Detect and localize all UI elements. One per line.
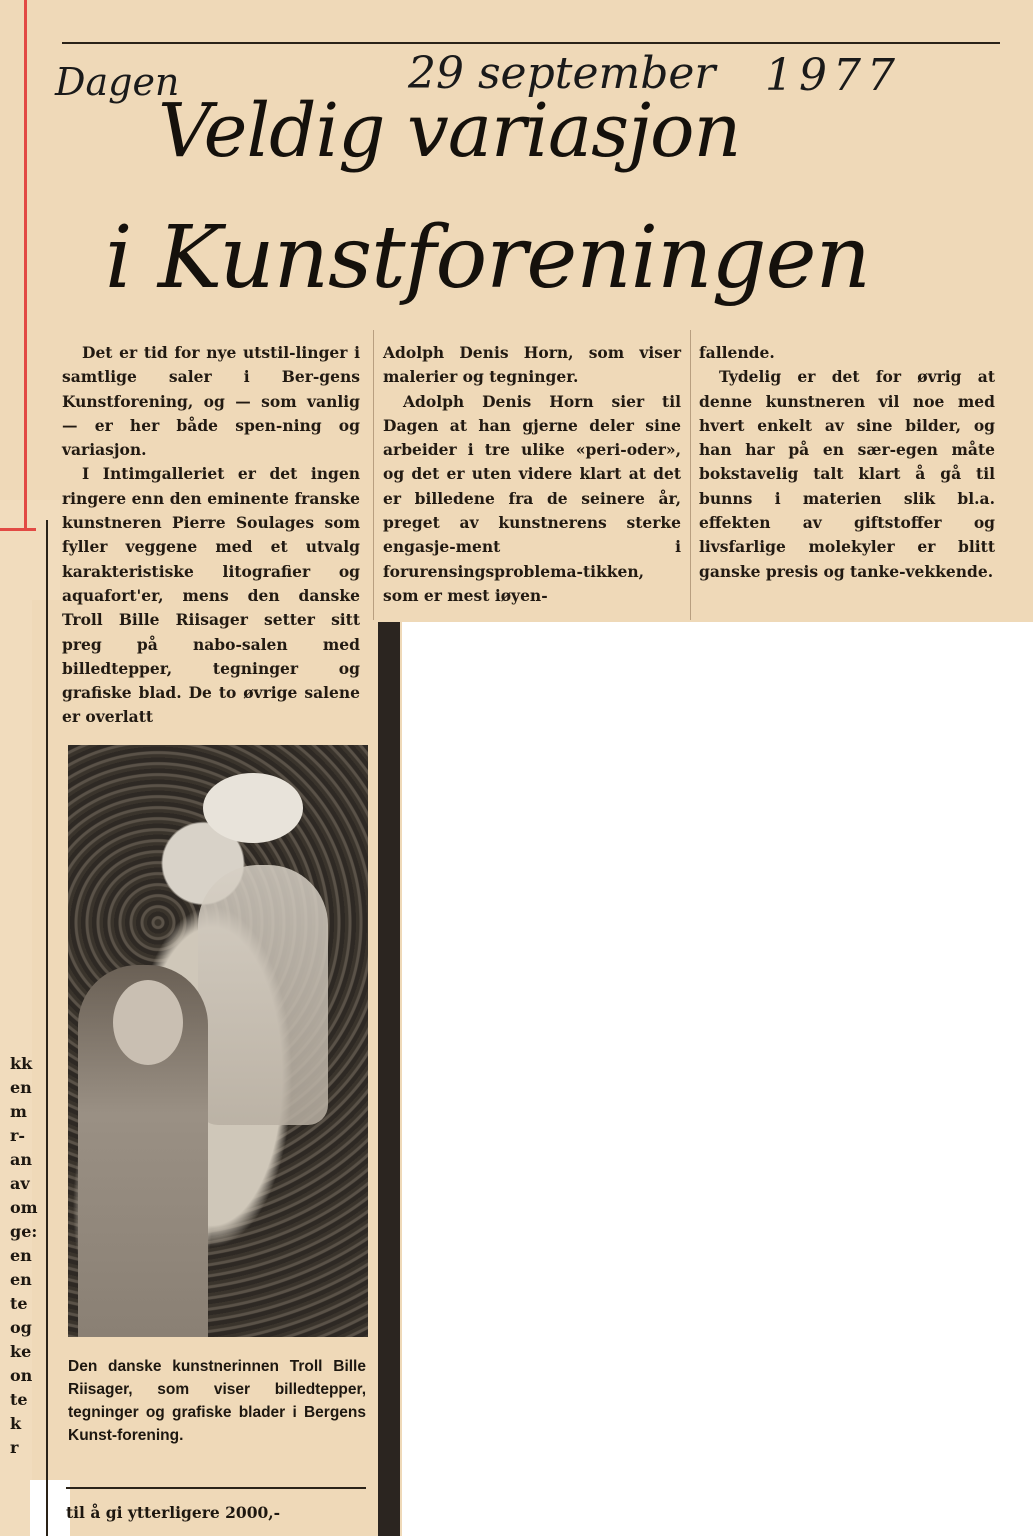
photo-moon-shape — [203, 773, 303, 843]
handwritten-date: 29 september — [408, 48, 716, 99]
edge-fragment: r — [10, 1438, 19, 1457]
column-divider-1 — [373, 330, 374, 620]
edge-fragment: te — [10, 1294, 28, 1313]
column-1-paragraph: Det er tid for nye utstil-linger i samtlige saler i Ber-gens Kunstforening, og — som vanlig — er her både spen-ning og variasjon. — [62, 343, 360, 460]
article-column-1 — [62, 341, 360, 730]
torn-corner — [30, 1480, 70, 1536]
article-column-2 — [383, 341, 681, 608]
edge-fragment: k — [10, 1414, 22, 1433]
edge-fragment: an — [10, 1150, 32, 1169]
column-2-paragraph: Adolph Denis Horn sier til Dagen at han gjerne deler sine arbeider i tre ulike «peri-oder», og det er uten videre klart at det er billedene fra de seinere år, preget av kunstnerens sterke engasje-ment i forurensingsproblema-tikken, som er mest iøyen- — [383, 391, 681, 605]
left-rule — [46, 520, 48, 1536]
headline-line-1: Veldig variasjon — [158, 88, 741, 174]
red-margin-tick — [0, 528, 36, 531]
edge-fragment: m — [10, 1102, 27, 1121]
caption-bottom-rule — [66, 1487, 366, 1489]
column-divider-2 — [690, 330, 691, 620]
edge-fragment: kk — [10, 1054, 33, 1073]
red-margin-line — [24, 0, 27, 530]
edge-fragment: en — [10, 1270, 32, 1289]
edge-fragment: ge: — [10, 1222, 38, 1241]
column-3-paragraph: fallende. — [699, 343, 775, 362]
headline-line-2: i Kunstforeningen — [105, 208, 870, 308]
left-edge-fragments — [10, 1052, 38, 1460]
photo-caption: Den danske kunstnerinnen Troll Bille Riisager, som viser billedtepper, tegninger og grafiske blader i Bergens Kunst-forening. — [68, 1358, 366, 1444]
handwritten-source: Dagen — [55, 60, 180, 104]
handwritten-year: 1977 — [765, 50, 901, 101]
edge-fragment: ke — [10, 1342, 32, 1361]
photo-tapestry-figure — [198, 865, 328, 1125]
edge-fragment: av — [10, 1174, 30, 1193]
edge-fragment: en — [10, 1078, 32, 1097]
edge-fragment: r- — [10, 1126, 26, 1145]
footer-fragment: til å gi ytterligere 2000,- — [66, 1503, 281, 1522]
article-column-3 — [699, 341, 995, 584]
edge-fragment: om — [10, 1198, 38, 1217]
column-3-paragraph: Tydelig er det for øvrig at denne kunstneren vil noe med hvert enkelt av sine bilder, og han har på en sær-egen måte bokstavelig talt klart å gå til bunns i materien slik bl.a. effekten av giftstoffer og livsfarlige molekyler er blitt ganske presis og tanke-vekkende. — [699, 367, 995, 581]
top-rule — [62, 42, 1000, 44]
column-1-paragraph: I Intimgalleriet er det ingen ringere enn den eminente franske kunstneren Pierre Soulages som fyller veggene med et utvalg karakteristiske litografier og aquafort'er, mens den danske Troll Bille Riisager setter sitt preg på nabo-salen med billedtepper, tegninger og grafiske blad. De to øvrige salene er overlatt — [62, 464, 360, 727]
artist-photo — [68, 745, 368, 1337]
strip-shadow-edge — [378, 622, 400, 1536]
edge-fragment: og — [10, 1318, 32, 1337]
edge-fragment: on — [10, 1366, 33, 1385]
edge-fragment: te — [10, 1390, 28, 1409]
photo-woman-face — [113, 980, 183, 1065]
column-2-paragraph: Adolph Denis Horn, som viser malerier og tegninger. — [383, 343, 681, 387]
edge-fragment: en — [10, 1246, 32, 1265]
